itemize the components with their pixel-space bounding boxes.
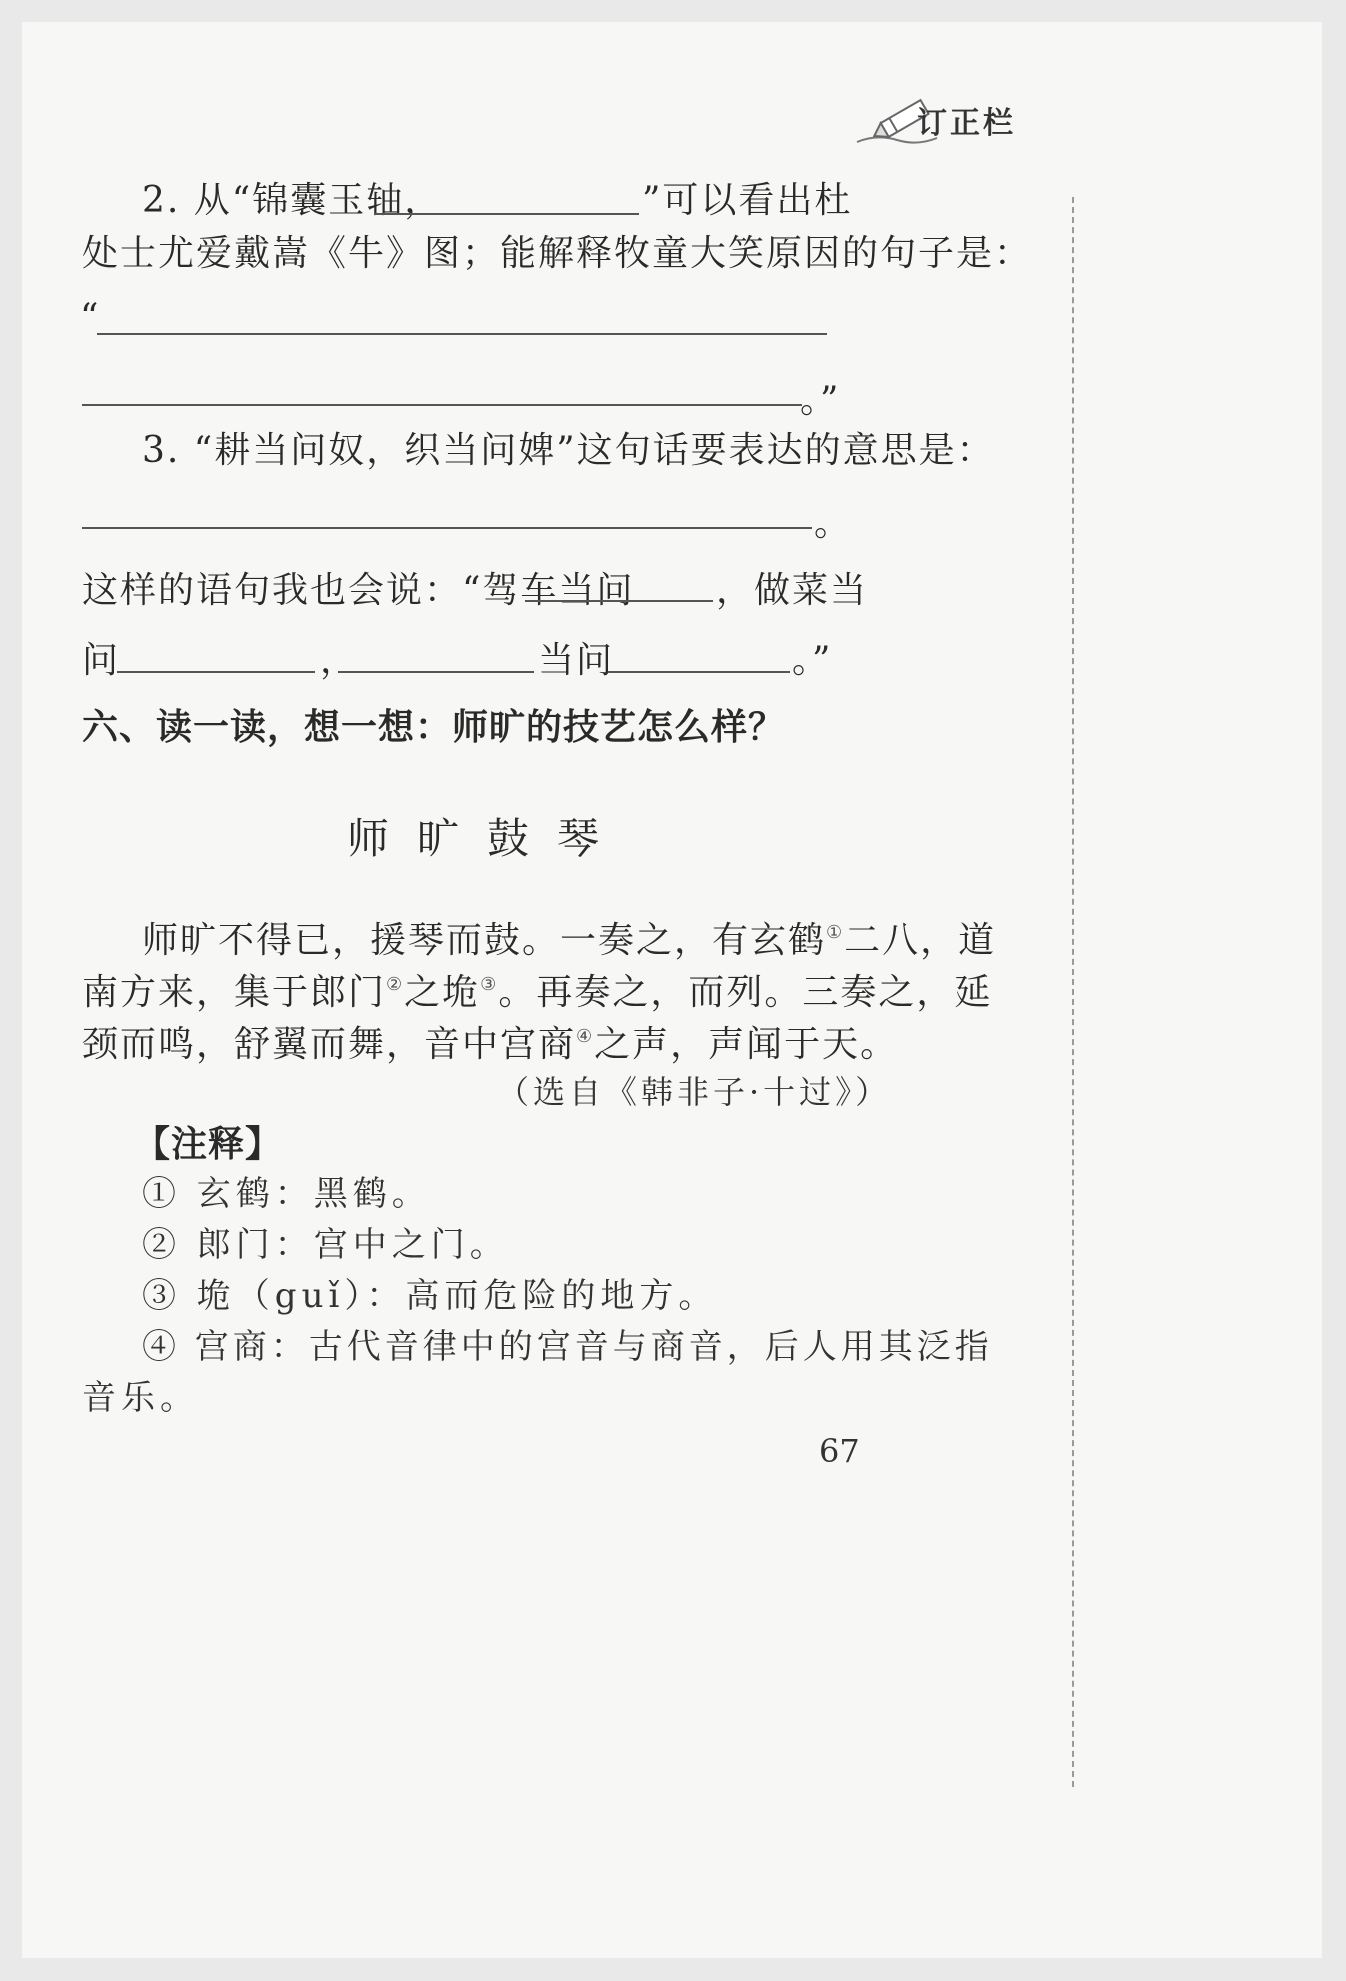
note-item-4-cont: 音乐。: [82, 1378, 199, 1418]
q3-imitate-c: 问: [82, 640, 121, 681]
q2-answer-line-2[interactable]: [82, 404, 802, 406]
q3-imitate-blank-4[interactable]: [608, 671, 790, 673]
passage-source: （选自《韩非子·十过》）: [497, 1073, 892, 1111]
footnote-marker-2: ②: [386, 974, 405, 995]
q2-line2: 处士尤爱戴嵩《牛》图；能解释牧童大笑原因的句子是：: [82, 233, 1033, 274]
q3-imitate-e: 当问: [538, 640, 615, 681]
footnote-marker-3: ③: [480, 974, 499, 995]
column-separator: [1072, 197, 1074, 1787]
note-item-1: ① 玄鹤：黑鹤。: [142, 1174, 431, 1214]
section-6-heading: 六、读一读，想一想：师旷的技艺怎么样？: [82, 707, 786, 748]
note-item-3: ③ 垝（guǐ）：高而危险的地方。: [142, 1276, 718, 1316]
passage-line-1: 师旷不得已，援琴而鼓。一奏之，有玄鹤①二八，道: [142, 920, 997, 961]
q3-answer-line[interactable]: [82, 527, 812, 529]
note-item-2: ② 郎门：宫中之门。: [142, 1225, 509, 1265]
footnote-marker-1: ①: [826, 922, 845, 943]
workbook-page: [22, 22, 1322, 1958]
q3-imitate-f: 。”: [792, 640, 833, 681]
q3-imitate-b: ，做菜当: [716, 570, 869, 611]
q3-imitate-blank-1[interactable]: [525, 600, 713, 602]
q3-imitate-d: ，: [320, 640, 359, 681]
q2-answer-line-1[interactable]: [97, 333, 827, 335]
q2-line1-a: 2. 从“锦囊玉轴，: [142, 180, 443, 221]
passage-title: 师旷鼓琴: [347, 814, 628, 863]
q3-end: 。: [814, 503, 853, 544]
q3-line1: 3. “耕当问奴，织当问婢”这句话要表达的意思是：: [142, 430, 995, 471]
q3-imitate-blank-2[interactable]: [117, 671, 315, 673]
note-item-4: ④ 宫商：古代音律中的宫音与商音，后人用其泛指: [142, 1327, 993, 1367]
q2-open-quote: “: [80, 297, 101, 338]
correction-column-label: 订正栏: [917, 106, 1016, 141]
passage-line-3: 颈而鸣，舒翼而舞，音中宫商④之声，声闻于天。: [82, 1024, 899, 1065]
footnote-marker-4: ④: [576, 1026, 595, 1047]
passage-line-2: 南方来，集于郎门②之垝③。再奏之，而列。三奏之，延: [82, 972, 993, 1013]
page-number: 67: [819, 1432, 860, 1470]
q3-imitate-blank-3[interactable]: [338, 671, 534, 673]
q2-blank-1[interactable]: [374, 213, 639, 215]
q2-line1-b: ”可以看出杜: [642, 180, 853, 221]
q2-close: 。”: [800, 380, 841, 421]
q3-imitate-a: 这样的语句我也会说：“驾车当问: [82, 570, 635, 611]
notes-heading: 【注释】: [134, 1124, 283, 1165]
